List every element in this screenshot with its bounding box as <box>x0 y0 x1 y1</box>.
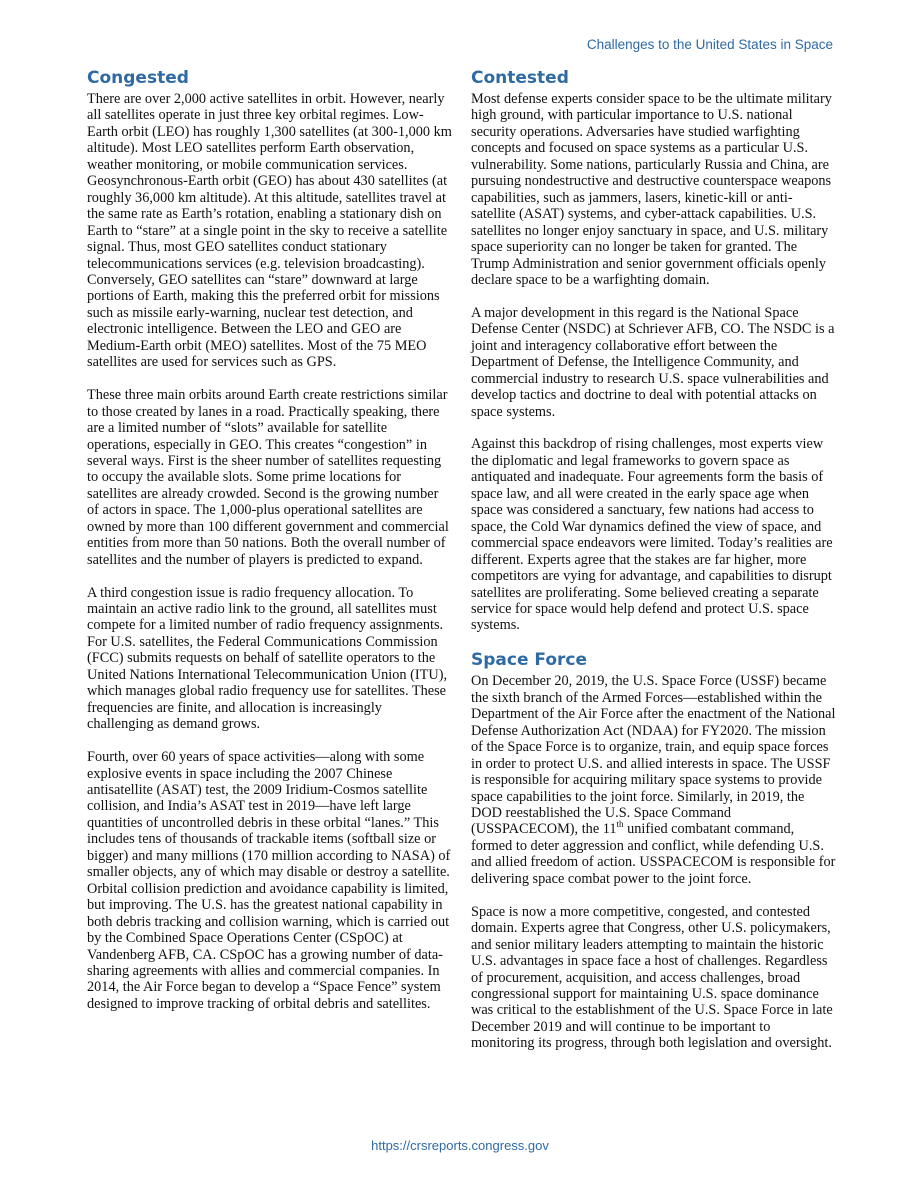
paragraph: These three main orbits around Earth create restrictions similar to those created by lanes in a road. Practically speaking, there are a limited number of “slots” available for satellite operations, especially in GEO. This creates “congestion” in several ways. First is the sheer number of satellites requesting to occupy the available slots. Some prime locations for satellites are already crowded. Second is the growing number of actors in space. The 1,000-plus operational satellites are owned by more than 100 different government and commercial entities from more than 50 nations. Both the overall number of satellites and the number of players is predicted to expand. <box>87 387 449 568</box>
paragraph: Most defense experts consider space to be the ultimate military high ground, with particular importance to U.S. national security operations. Adversaries have studied warfighting concepts and focused on space systems as a particular U.S. vulnerability. Some nations, particularly Russia and China, are pursuing nondestructive and destructive counterspace weapons capabilities, such as jammers, lasers, kinetic-kill or anti-satellite (ASAT) systems, and cyber-attack capabilities. U.S. satellites no longer enjoy sanctuary in space, and U.S. military space superiority can no longer be taken for granted. The Trump Administration and senior government officials openly declare space to be a warfighting domain. <box>471 91 832 288</box>
paragraph: There are over 2,000 active satellites in orbit. However, nearly all satellites operate in just three key orbital regimes. Low-Earth orbit (LEO) has roughly 1,300 satellites (at 300-1,000 km altitude). Most LEO satellites perform Earth observation, weather monitoring, or mobile communication services. Geosynchronous-Earth orbit (GEO) has about 430 satellites (at roughly 36,000 km altitude). At this altitude, satellites travel at the same rate as Earth’s rotation, enabling a stationary dish on Earth to “stare” at a single point in the sky to receive a satellite signal. Thus, most GEO satellites conduct stationary telecommunications services (e.g. television broadcasting). Conversely, GEO satellites can “stare” downward at large portions of Earth, making this the preferred orbit for missions such as missile early-warning, nuclear test detection, and electronic intelligence. Between the LEO and GEO are Medium-Earth orbit (MEO) satellites. Most of the 75 MEO satellites are used for services such as GPS. <box>87 91 452 371</box>
paragraph: A major development in this regard is the National Space Defense Center (NSDC) at Schriever AFB, CO. The NSDC is a joint and interagency collaborative effort between the Department of Defense, the Intelligence Community, and commercial industry to research U.S. space vulnerabilities and develop tactics and doctrine to deal with potential attacks on space systems. <box>471 304 835 420</box>
section-heading-contested: Contested <box>471 68 569 88</box>
section-heading-congested: Congested <box>87 68 189 88</box>
paragraph: A third congestion issue is radio frequency allocation. To maintain an active radio link to the ground, all satellites must compete for a limited number of radio frequency assignments. For U.S. satellites, the Federal Communications Commission (FCC) submits requests on behalf of satellite operators to the United Nations International Telecommunication Union (ITU), which manages global radio frequency use for satellites. These frequencies are finite, and allocation is increasingly challenging as demand grows. <box>87 584 448 733</box>
paragraph: Against this backdrop of rising challenges, most experts view the diplomatic and legal frameworks to govern space as antiquated and inadequate. Four agreements form the basis of space law, and all were created in the early space age when space was considered a sanctuary, few nations had access to space, the Cold War dynamics defined the view of space, and commercial space endeavors were limited. Today’s realities are different. Experts agree that the stakes are far higher, more competitors are vying for advantage, and capabilities to disrupt satellites are proliferating. Some believed creating a separate service for space would help defend and protect U.S. space systems. <box>471 436 833 634</box>
paragraph <box>471 673 836 887</box>
section-heading-space-force: Space Force <box>471 650 588 671</box>
text-run: On December 20, 2019, the U.S. Space Force (USSF) became the sixth branch of the Armed Forces—established within the Department of the Air Force after the enactment of the National Defense Authorization Act (NDAA) for FY2020. The mission of the Space Force is to organize, train, and equip space forces in order to protect U.S. and allied interests in space. The USSF is responsible for acquiring military space systems to provide space capabilities to the joint force. Similarly, in 2019, the DOD reestablished the U.S. Space Command (USSPACECOM), the 11 <box>471 673 836 838</box>
paragraph: Fourth, over 60 years of space activities—along with some explosive events in space including the 2007 Chinese antisatellite (ASAT) test, the 2009 Iridium-Cosmos satellite collision, and India’s ASAT test in 2019—have left large quantities of uncontrolled debris in these orbital “lanes.” This includes tens of thousands of trackable items (softball size or bigger) and many millions (170 million according to NASA) of smaller objects, any of which may disable or destroy a satellite. Orbital collision prediction and avoidance capability is limited, but improving. The U.S. has the greatest national capability in both debris tracking and collision warning, which is carried out by the Combined Space Operations Center (CSpOC) at Vandenberg AFB, CA. CSpOC has a growing number of data-sharing agreements with allies and commercial companies. In 2014, the Air Force began to develop a “Space Fence” system designed to improve tracking of orbital debris and satellites. <box>87 749 451 1012</box>
running-header: Challenges to the United States in Space <box>586 37 833 52</box>
text-run: unified combatant command, formed to deter aggression and conflict, while defending U.S. and allied freedom of action. USSPACECOM is responsible for delivering space combat power to the joint force. <box>471 821 836 887</box>
paragraph: Space is now a more competitive, congested, and contested domain. Experts agree that Congress, other U.S. policymakers, and senior military leaders attempting to maintain the historic U.S. advantages in space face a host of challenges. Regardless of procurement, acquisition, and access challenges, broad congressional support for maintaining U.S. space dominance was critical to the establishment of the U.S. Space Force in late December 2019 and will continue to be important to monitoring its progress, through both legislation and oversight. <box>471 903 833 1052</box>
footer-url-link[interactable]: https://crsreports.congress.gov <box>371 1138 549 1153</box>
superscript: th <box>616 819 624 830</box>
right-column <box>471 68 836 1068</box>
left-column <box>87 68 452 1029</box>
